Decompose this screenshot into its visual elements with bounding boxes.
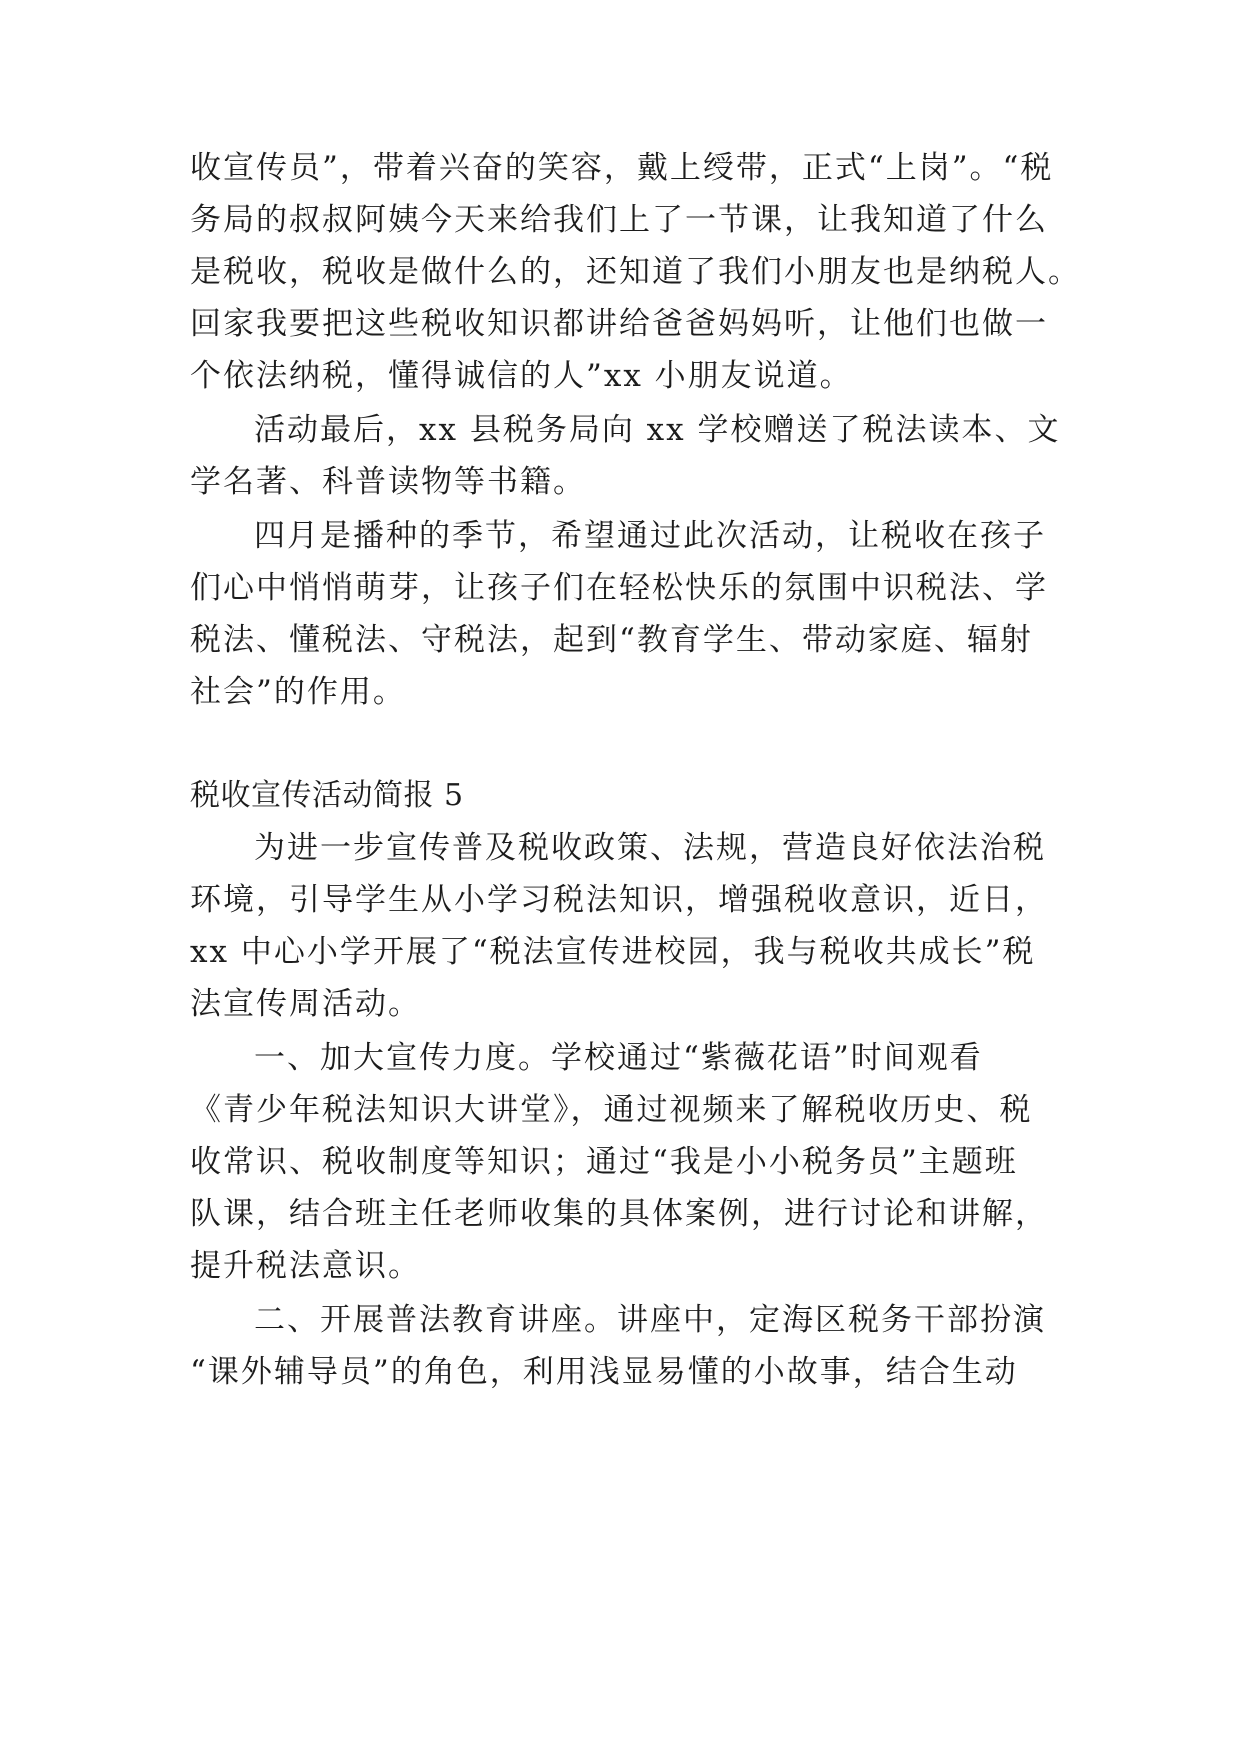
paragraph-4-line-2: 环境，引导学生从小学习税法知识，增强税收意识，近日， bbox=[190, 882, 1048, 918]
paragraph-5-line-2: 《青少年税法知识大讲堂》，通过视频来了解税收历史、税 bbox=[190, 1092, 1033, 1128]
paragraph-5-line-1: 一、加大宣传力度。学校通过“紫薇花语”时间观看 bbox=[254, 1040, 983, 1076]
paragraph-3-line-1: 四月是播种的季节，希望通过此次活动，让税收在孩子 bbox=[254, 518, 1046, 554]
paragraph-1-line-5: 个依法纳税，懂得诚信的人”xx 小朋友说道。 bbox=[190, 358, 853, 394]
section-heading: 税收宣传活动简报 5 bbox=[190, 778, 464, 813]
paragraph-4-line-4: 法宣传周活动。 bbox=[190, 986, 421, 1022]
paragraph-2-line-1: 活动最后，xx 县税务局向 xx 学校赠送了税法读本、文 bbox=[254, 412, 1061, 448]
paragraph-5-line-3: 收常识、税收制度等知识；通过“我是小小税务员”主题班 bbox=[190, 1144, 1018, 1180]
paragraph-4-line-1: 为进一步宣传普及税收政策、法规，营造良好依法治税 bbox=[254, 830, 1046, 866]
paragraph-6-line-1: 二、开展普法教育讲座。讲座中，定海区税务干部扮演 bbox=[254, 1302, 1046, 1338]
paragraph-1-line-1: 收宣传员”，带着兴奋的笑容，戴上绶带，正式“上岗”。“税 bbox=[190, 150, 1054, 186]
paragraph-1-line-4: 回家我要把这些税收知识都讲给爸爸妈妈听，让他们也做一 bbox=[190, 306, 1048, 342]
paragraph-5-line-4: 队课，结合班主任老师收集的具体案例，进行讨论和讲解， bbox=[190, 1196, 1048, 1232]
paragraph-3-line-4: 社会”的作用。 bbox=[190, 674, 406, 710]
paragraph-1-line-2: 务局的叔叔阿姨今天来给我们上了一节课，让我知道了什么 bbox=[190, 202, 1048, 238]
paragraph-1-line-3: 是税收，税收是做什么的，还知道了我们小朋友也是纳税人。 bbox=[190, 254, 1081, 290]
paragraph-5-line-5: 提升税法意识。 bbox=[190, 1248, 421, 1284]
paragraph-2-line-2: 学名著、科普读物等书籍。 bbox=[190, 464, 586, 500]
paragraph-3-line-3: 税法、懂税法、守税法，起到“教育学生、带动家庭、辐射 bbox=[190, 622, 1033, 658]
paragraph-4-line-3: xx 中心小学开展了“税法宣传进校园，我与税收共成长”税 bbox=[190, 934, 1036, 970]
paragraph-6-line-2: “课外辅导员”的角色，利用浅显易懂的小故事，结合生动 bbox=[190, 1354, 1018, 1390]
paragraph-3-line-2: 们心中悄悄萌芽，让孩子们在轻松快乐的氛围中识税法、学 bbox=[190, 570, 1048, 606]
